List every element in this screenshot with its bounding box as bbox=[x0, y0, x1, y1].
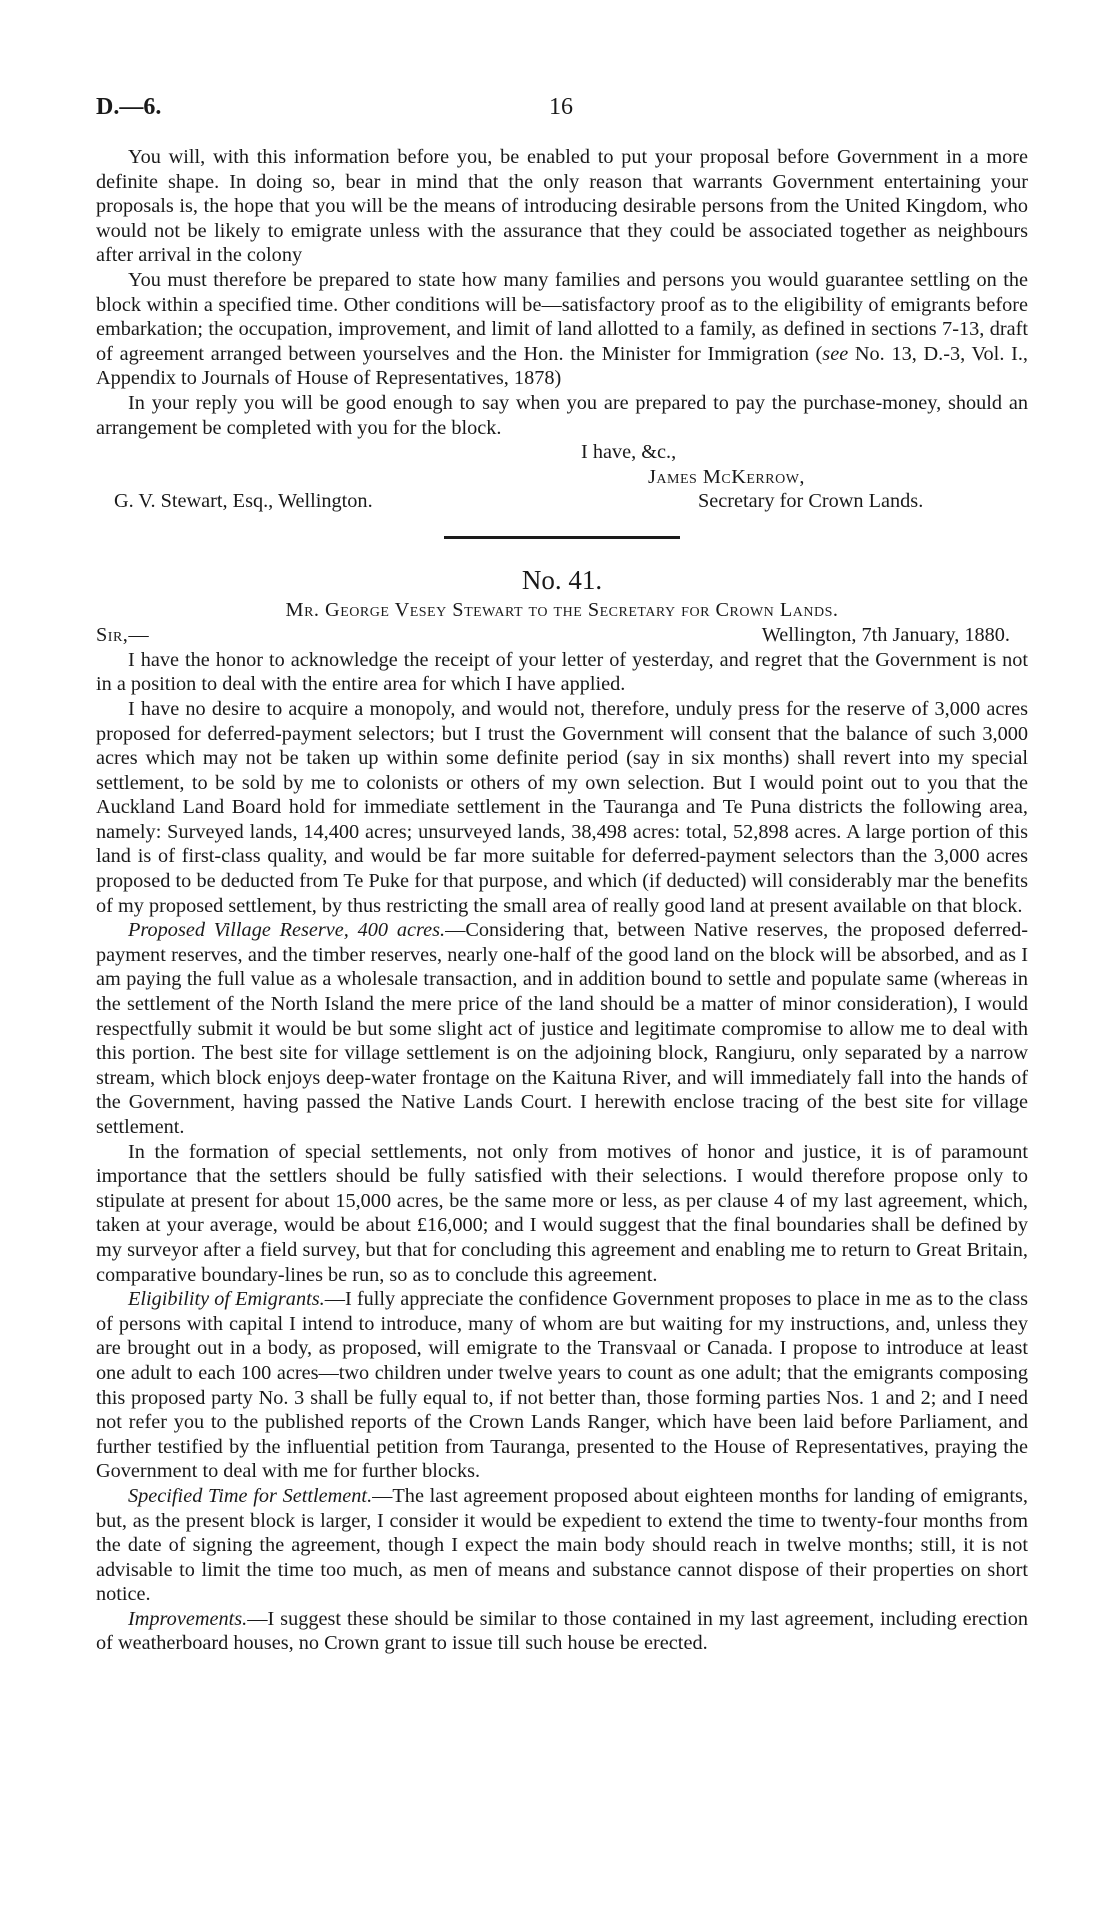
letter2-section-formation bbox=[96, 1140, 1028, 1288]
section-lead-italic: Eligibility of Emigrants. bbox=[128, 1288, 325, 1311]
letter1-addressee: G. V. Stewart, Esq., Wellington. bbox=[114, 490, 373, 513]
section-text: —The last agreement proposed about eighteen months for landing of emigrants, but, as the present block is larger, I consider it would be expedient to extend the time to twenty-four months from the date of signing the agreement, though I expect the main body should reach in twelve months; still, it is not advisable to limit the time too much, as men of means and substance cannot dispose of their properties on short notice. bbox=[96, 1484, 1028, 1606]
letter1-signer: James McKerrow, bbox=[648, 465, 805, 488]
letter2-intro-2: I have no desire to acquire a monopoly, and would not, therefore, unduly press for the reserve of 3,000 acres proposed for deferred-payment selectors; but I trust the Government will consent that the balance of such 3,000 acres which may not be taken up within some definite period (say in six months) shall revert into my special settlement, to be sold by me to colonists or others of my own selection. But I would point out to you that the Auckland Land Board hold for immediate settlement in the Tauranga and Te Puna districts the following area, namely: Surveyed lands, 14,400 acres; unsurveyed lands, 38,498 acres: total, 52,898 acres. A large portion of this land is of first-class quality, and would be far more suitable for deferred-payment selectors than the 3,000 acres proposed to be deducted from Te Puke for that purpose, and which (if deducted) will considerably mar the benefits of my proposed settlement, by thus restricting the small area of really good land at present available on that block. bbox=[96, 697, 1028, 917]
letter2-salutation: Sir,— bbox=[96, 624, 150, 647]
section-text: —I suggest these should be similar to those contained in my last agreement, including erection of weatherboard houses, no Crown grant to issue till such house be erected. bbox=[96, 1607, 1028, 1655]
letter1-signer-title: Secretary for Crown Lands. bbox=[698, 490, 924, 513]
letter2-salutation-row bbox=[96, 623, 1028, 648]
letter2-number: No. 41. bbox=[521, 565, 603, 596]
section-lead-italic: Specified Time for Settlement. bbox=[128, 1484, 373, 1507]
letter1-paragraph-3: In your reply you will be good enough to say when you are prepared to pay the purchase-money, should an arrangement be completed with you for the block. bbox=[96, 391, 1028, 439]
document-reference: D.—6. bbox=[96, 94, 162, 120]
letter1-see-italic: see bbox=[822, 342, 849, 365]
section-divider bbox=[444, 536, 680, 539]
letter2-date: Wellington, 7th January, 1880. bbox=[761, 624, 1010, 647]
section-lead-italic: Improvements. bbox=[128, 1607, 248, 1630]
letter2-heading: Mr. George Vesey Stewart to the Secretary for Crown Lands. bbox=[285, 599, 839, 622]
letter2-section-improvements bbox=[96, 1607, 1028, 1656]
letter1-signature-block bbox=[96, 440, 1028, 514]
letter2-section-village-reserve bbox=[96, 918, 1028, 1139]
letter2-section-eligibility bbox=[96, 1287, 1028, 1484]
letter1-closing: I have, &c., bbox=[581, 441, 677, 464]
letter1-paragraph-2 bbox=[96, 268, 1028, 391]
page-header bbox=[96, 90, 1026, 124]
section-lead-italic: Proposed Village Reserve, 400 acres. bbox=[128, 919, 446, 942]
document-body bbox=[96, 145, 1028, 1656]
section-text: In the formation of special settlements, not only from motives of honor and justice, it is of paramount importance that the settlers should be fully satisfied with their selections. I would therefore propose only to stipulate at present for about 15,000 acres, be the same more or less, as per clause 4 of my last agreement, which, taken at your average, would be about £16,000; and I would suggest that the final boundaries shall be defined by my surveyor after a field survey, but that for concluding this agreement and enabling me to return to Great Britain, comparative boundary-lines be run, so as to conclude this agreement. bbox=[96, 1140, 1028, 1286]
section-text: —I fully appreciate the confidence Government proposes to place in me as to the class of persons with capital I intend to introduce, many of whom are but waiting for my instructions, and, unless they are brought out in a body, as proposed, will emigrate to the Transvaal or Canada. I propose to introduce at least one adult to each 100 acres—two children under twelve years to count as one adult; that the emigrants composing this proposed party No. 3 shall be fully equal to, if not better than, those forming parties Nos. 1 and 2; and I need not refer you to the published reports of the Crown Lands Ranger, which have been laid before Parliament, and further testified by the influential petition from Tauranga, presented to the House of Representatives, praying the Government to deal with me for further blocks. bbox=[96, 1288, 1028, 1483]
letter1-paragraph-2-tail: No. 13, D.-3, Vol. I., Appendix to Journals of House of Representatives, 1878) bbox=[96, 342, 1028, 390]
letter2-section-time bbox=[96, 1484, 1028, 1607]
letter2-intro-1: I have the honor to acknowledge the receipt of your letter of yesterday, and regret that the Government is not in a position to deal with the entire area for which I have applied. bbox=[96, 648, 1028, 696]
letter1-paragraph-1: You will, with this information before you, be enabled to put your proposal before Government in a more definite shape. In doing so, bear in mind that the only reason that warrants Government entertaining your proposals is, the hope that you will be the means of introducing desirable persons from the United Kingdom, who would not be likely to emigrate unless with the assurance that they could be associated together as neighbours after arrival in the colony bbox=[96, 146, 1028, 267]
letter1-paragraph-2-text: You must therefore be prepared to state how many families and persons you would guarantee settling on the block within a specified time. Other conditions will be—satisfactory proof as to the eligibility of emigrants before embarkation; the occupation, improvement, and limit of land allotted to a family, as defined in sections 7-13, draft of agreement arranged between yourselves and the Hon. the Minister for Immigration ( bbox=[96, 268, 1028, 365]
page-number: 16 bbox=[549, 94, 573, 120]
section-text: —Considering that, between Native reserves, the proposed deferred-payment reserves, and the timber reserves, nearly one-half of the good land on the block will be absorbed, and as I am paying the full value as a wholesale transaction, and in addition bound to settle and populate same (whereas in the settlement of the North Island the mere price of the land should be a matter of minor consideration), I would respectfully submit it would be but some slight act of justice and legitimate compromise to allow me to deal with this portion. The best site for village settlement is on the adjoining block, Rangiuru, only separated by a narrow stream, which block enjoys deep-water frontage on the Kaituna River, and will immediately fall into the hands of the Government, having passed the Native Lands Court. I herewith enclose tracing of the best site for village settlement. bbox=[96, 919, 1028, 1138]
